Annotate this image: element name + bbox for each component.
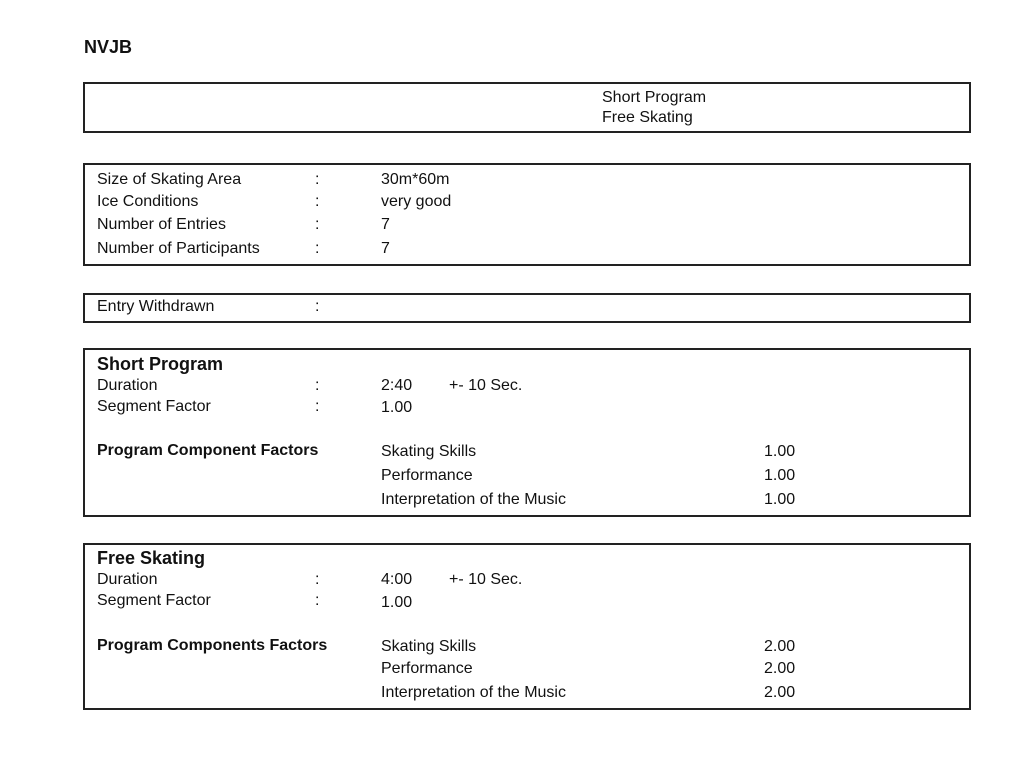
sp-component-name: Skating Skills [381,443,477,460]
withdrawn-box [83,293,971,323]
info-value-skating-area: 30m*60m [381,171,450,188]
info-value-ice-conditions: very good [381,193,452,210]
sp-duration-label: Duration [97,377,158,394]
info-separator: : [315,216,320,233]
sp-duration-value: 2:40 [381,377,413,394]
fs-component-factor: 2.00 [764,660,796,677]
withdrawn-separator: : [315,298,320,315]
short-program-title: Short Program [97,354,224,374]
info-value-entries: 7 [381,216,390,233]
sp-factor-separator: : [315,398,320,415]
fs-duration-tolerance: +- 10 Sec. [449,571,523,588]
fs-factor-value: 1.00 [381,594,413,611]
segment-line-short-program: Short Program [602,89,707,106]
sp-duration-tolerance: +- 10 Sec. [449,377,523,394]
sp-component-name: Performance [381,467,473,484]
page-title: NVJB [84,37,133,57]
fs-component-name: Performance [381,660,473,677]
sp-components-label: Program Component Factors [97,442,319,459]
sp-duration-separator: : [315,377,320,394]
sp-factor-label: Segment Factor [97,398,211,415]
info-label-entries: Number of Entries [97,216,226,233]
fs-components-label: Program Components Factors [97,637,328,654]
info-label-participants: Number of Participants [97,240,260,257]
fs-duration-value: 4:00 [381,571,413,588]
info-separator: : [315,171,320,188]
fs-factor-label: Segment Factor [97,592,211,609]
withdrawn-label: Entry Withdrawn [97,298,215,315]
fs-factor-separator: : [315,592,320,609]
sp-component-name: Interpretation of the Music [381,491,566,508]
fs-component-factor: 2.00 [764,638,796,655]
segment-line-free-skating: Free Skating [602,109,693,126]
free-skating-title: Free Skating [97,548,206,568]
fs-component-name: Skating Skills [381,638,477,655]
fs-duration-separator: : [315,571,320,588]
sp-component-factor: 1.00 [764,467,796,484]
fs-duration-label: Duration [97,571,158,588]
sp-component-factor: 1.00 [764,491,796,508]
segments-box [83,82,971,133]
info-separator: : [315,193,320,210]
info-value-participants: 7 [381,240,390,257]
fs-component-factor: 2.00 [764,684,796,701]
info-separator: : [315,240,320,257]
fs-component-name: Interpretation of the Music [381,684,566,701]
info-label-ice-conditions: Ice Conditions [97,193,199,210]
sp-component-factor: 1.00 [764,443,796,460]
info-label-skating-area: Size of Skating Area [97,171,242,188]
sp-factor-value: 1.00 [381,399,413,416]
